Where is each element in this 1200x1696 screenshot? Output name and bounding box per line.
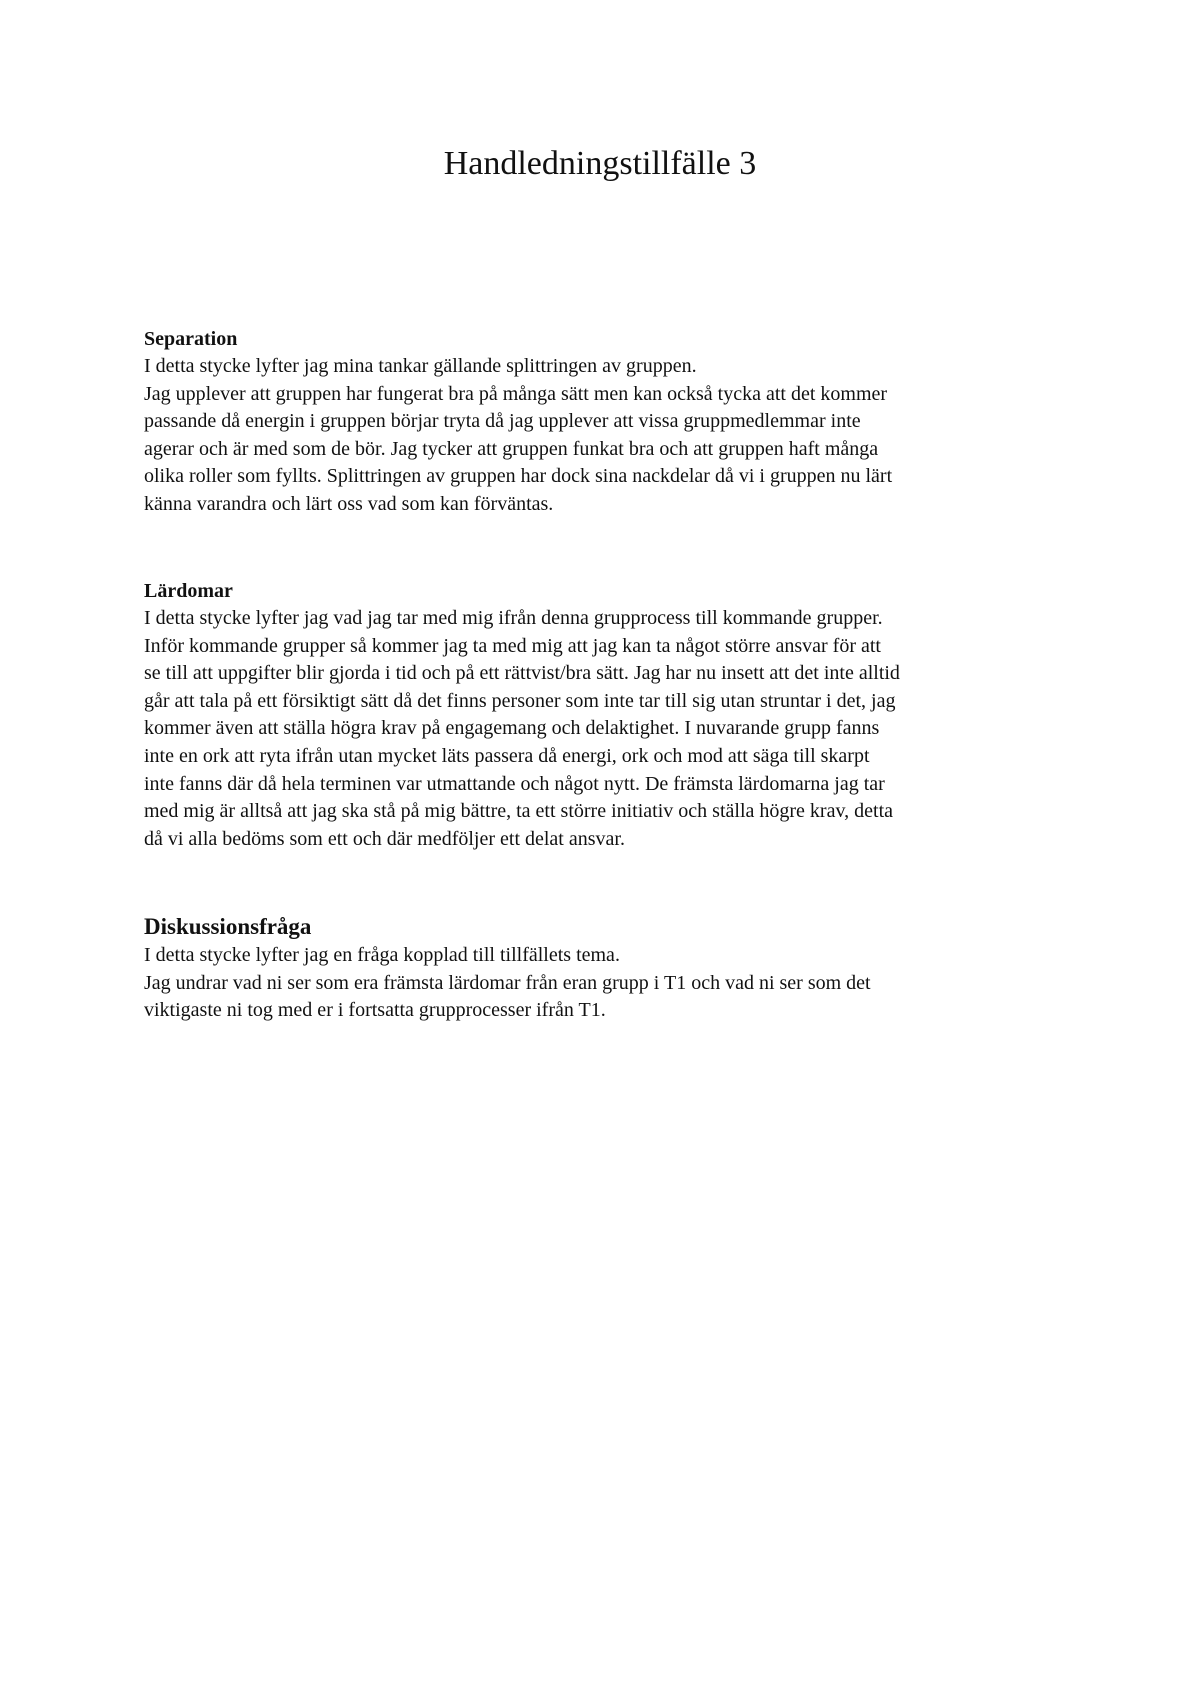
text-line: inte fanns där då hela terminen var utmattande och något nytt. De främsta lärdomarna jag tar bbox=[144, 772, 885, 795]
text-line: olika roller som fyllts. Splittringen av gruppen har dock sina nackdelar då vi i gruppen nu lärt bbox=[144, 465, 893, 488]
text-line: I detta stycke lyfter jag mina tankar gällande splittringen av gruppen. bbox=[144, 355, 697, 377]
section-separation bbox=[144, 326, 1064, 519]
text-line: Inför kommande grupper så kommer jag ta med mig att jag kan ta något större ansvar för att bbox=[144, 634, 881, 657]
text-line: inte en ork att ryta ifrån utan mycket läts passera då energi, ork och mod att säga till skarpt bbox=[144, 744, 870, 767]
section-diskussionsfraga bbox=[144, 912, 1064, 1025]
section-body bbox=[144, 942, 1064, 1025]
text-line: då vi alla bedöms som ett och där medföljer ett delat ansvar. bbox=[144, 827, 625, 850]
text-line: med mig är alltså att jag ska stå på mig bättre, ta ett större initiativ och ställa högre krav, detta bbox=[144, 800, 894, 823]
text-line: viktigaste ni tog med er i fortsatta grupprocesser ifrån T1. bbox=[144, 999, 606, 1022]
text-line: I detta stycke lyfter jag en fråga kopplad till tillfällets tema. bbox=[144, 944, 620, 966]
text-line: Jag upplever att gruppen har fungerat bra på många sätt men kan också tycka att det kommer bbox=[144, 382, 888, 405]
text-line: Jag undrar vad ni ser som era främsta lärdomar från eran grupp i T1 och vad ni ser som det bbox=[144, 971, 871, 994]
text-line: passande då energin i gruppen börjar tryta då jag upplever att vissa gruppmedlemmar inte bbox=[144, 410, 861, 433]
section-heading: Lärdomar bbox=[144, 580, 233, 602]
text-line: känna varandra och lärt oss vad som kan förväntas. bbox=[144, 492, 554, 515]
section-body bbox=[144, 353, 1064, 519]
section-lardomar bbox=[144, 578, 1064, 853]
page-title: Handledningstillfälle 3 bbox=[443, 145, 757, 182]
section-body bbox=[144, 605, 1064, 853]
text-line: se till att uppgifter blir gjorda i tid och på ett rättvist/bra sätt. Jag har nu insett att det inte alltid bbox=[144, 662, 900, 685]
text-line: I detta stycke lyfter jag vad jag tar med mig ifrån denna grupprocess till kommande grupper. bbox=[144, 607, 883, 629]
text-line: agerar och är med som de bör. Jag tycker att gruppen funkat bra och att gruppen haft många bbox=[144, 437, 879, 460]
text-line: går att tala på ett försiktigt sätt då det finns personer som inte tar till sig utan struntar i det, jag bbox=[144, 689, 896, 712]
section-heading: Diskussionsfråga bbox=[144, 914, 312, 939]
text-line: kommer även att ställa högra krav på engagemang och delaktighet. I nuvarande grupp fanns bbox=[144, 717, 880, 740]
section-heading: Separation bbox=[144, 328, 238, 350]
